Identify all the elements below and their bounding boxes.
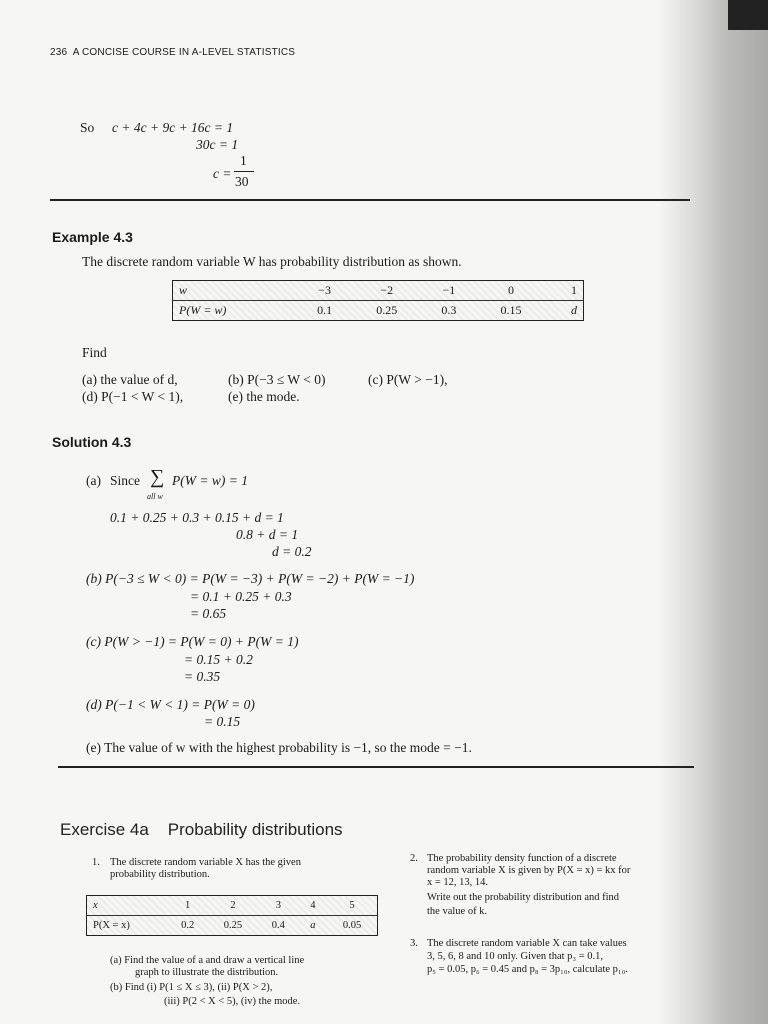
so-label: So bbox=[80, 120, 95, 135]
table-cell: 0.1 bbox=[317, 303, 333, 317]
table-row bbox=[173, 281, 584, 301]
question-1-part-a-1: (a) Find the value of a and draw a vertical line bbox=[110, 955, 305, 966]
table-cell: −2 bbox=[353, 281, 421, 301]
solution-a-line4: d = 0.2 bbox=[272, 544, 312, 559]
page-gutter-shadow bbox=[658, 0, 768, 1024]
equation-line-3-lhs: c = bbox=[213, 166, 232, 181]
solution-b-line2: = 0.1 + 0.25 + 0.3 bbox=[190, 589, 292, 604]
solution-a-label: (a) bbox=[86, 473, 101, 488]
table-row bbox=[87, 896, 378, 916]
table-cell: 2 bbox=[208, 896, 258, 916]
table-cell: 0.3 bbox=[441, 303, 457, 317]
example-statement: The discrete random variable W has probability distribution as shown. bbox=[82, 254, 462, 269]
question-1-part-b-2: (iii) P(2 < X < 5), (iv) the mode. bbox=[164, 996, 301, 1007]
page-number: 236 bbox=[50, 47, 68, 58]
solution-e-line: (e) The value of w with the highest probability is −1, so the mode = −1. bbox=[86, 740, 472, 755]
distribution-table-w bbox=[172, 280, 584, 321]
equation-line-2: 30c = 1 bbox=[196, 137, 239, 152]
exercise-title bbox=[60, 820, 343, 840]
solution-a-expr: P(W = w) = 1 bbox=[172, 473, 248, 488]
part-d: (d) P(−1 < W < 1), bbox=[82, 389, 184, 404]
table-cell: d bbox=[571, 303, 577, 317]
solution-c-line3: = 0.35 bbox=[184, 669, 221, 684]
solution-a-line3: 0.8 + d = 1 bbox=[236, 527, 299, 542]
question-1-number: 1. bbox=[92, 857, 100, 868]
fraction-denominator: 30 bbox=[235, 174, 249, 189]
question-1-text-1: The discrete random variable X has the given bbox=[110, 857, 301, 868]
table-cell: 0.4 bbox=[271, 920, 285, 931]
table-cell: −1 bbox=[421, 281, 477, 301]
section-divider-top bbox=[50, 199, 690, 201]
table-header-cell: w bbox=[173, 281, 297, 301]
question-2-line: random variable X is given by P(X = x) = kx for bbox=[427, 865, 631, 876]
table-row bbox=[87, 916, 378, 936]
solution-d-line1: (d) P(−1 < W < 1) = P(W = 0) bbox=[86, 697, 255, 712]
question-1-text-2: probability distribution. bbox=[110, 869, 210, 880]
running-header bbox=[50, 47, 295, 58]
table-cell: 0.15 bbox=[500, 303, 522, 317]
fraction-bar bbox=[234, 171, 254, 172]
running-title: A CONCISE COURSE IN A-LEVEL STATISTICS bbox=[72, 47, 296, 58]
solution-c-line2: = 0.15 + 0.2 bbox=[184, 652, 253, 667]
table-header-cell: P(W = w) bbox=[179, 303, 227, 317]
solution-c-line1: (c) P(W > −1) = P(W = 0) + P(W = 1) bbox=[86, 634, 299, 649]
question-3-line: 3, 5, 6, 8 and 10 only. Given that p₃ = 0.1, bbox=[427, 951, 604, 962]
table-cell: 4 bbox=[299, 896, 327, 916]
table-cell: −3 bbox=[297, 281, 353, 301]
table-cell: 0 bbox=[477, 281, 545, 301]
exercise-subtitle: Probability distributions bbox=[167, 820, 343, 839]
table-cell: 0.25 bbox=[223, 920, 243, 931]
question-2-line: The probability density function of a discrete bbox=[427, 853, 617, 864]
part-e: (e) the mode. bbox=[228, 389, 300, 404]
table-cell: 5 bbox=[327, 896, 377, 916]
part-b: (b) P(−3 ≤ W < 0) bbox=[228, 372, 326, 387]
question-1-part-b-1: (b) Find (i) P(1 ≤ X ≤ 3), (ii) P(X > 2), bbox=[110, 982, 273, 993]
table-header-cell: P(X = x) bbox=[93, 920, 130, 931]
table-cell: 0.25 bbox=[376, 303, 398, 317]
question-3-line: p₅ = 0.05, p₆ = 0.45 and p₈ = 3p₁₀, calculate p₁₀. bbox=[427, 964, 628, 975]
section-divider-bottom bbox=[58, 766, 694, 768]
page-corner-shadow bbox=[728, 0, 768, 30]
sigma-symbol: ∑ bbox=[150, 466, 165, 488]
distribution-table-x bbox=[86, 895, 378, 936]
sigma-subscript: all w bbox=[147, 492, 163, 501]
table-cell: 0.05 bbox=[342, 920, 362, 931]
table-header-cell: x bbox=[87, 896, 168, 916]
table-cell: 0.2 bbox=[181, 920, 195, 931]
example-title: Example 4.3 bbox=[52, 229, 133, 245]
find-label: Find bbox=[82, 345, 107, 360]
table-cell: 3 bbox=[258, 896, 299, 916]
solution-a-since: Since bbox=[110, 473, 140, 488]
table-cell: 1 bbox=[167, 896, 208, 916]
equation-line-1: c + 4c + 9c + 16c = 1 bbox=[112, 120, 234, 135]
exercise-number: Exercise 4a bbox=[60, 820, 149, 839]
question-3-number: 3. bbox=[410, 938, 418, 949]
solution-title: Solution 4.3 bbox=[52, 434, 132, 450]
question-2-line: Write out the probability distribution and find bbox=[427, 892, 620, 903]
question-3-line: The discrete random variable X can take values bbox=[427, 938, 627, 949]
part-c: (c) P(W > −1), bbox=[368, 372, 448, 387]
question-1-part-a-2: graph to illustrate the distribution. bbox=[135, 967, 279, 978]
solution-d-line2: = 0.15 bbox=[204, 714, 241, 729]
question-2-number: 2. bbox=[410, 853, 418, 864]
table-row bbox=[173, 301, 584, 321]
fraction-numerator: 1 bbox=[240, 153, 247, 168]
solution-b-line3: = 0.65 bbox=[190, 606, 227, 621]
solution-a-line2: 0.1 + 0.25 + 0.3 + 0.15 + d = 1 bbox=[110, 510, 284, 525]
question-2-line: the value of k. bbox=[427, 906, 488, 917]
solution-b-line1: (b) P(−3 ≤ W < 0) = P(W = −3) + P(W = −2) + P(W = −1) bbox=[86, 571, 415, 586]
part-a: (a) the value of d, bbox=[82, 372, 178, 387]
table-cell: 1 bbox=[545, 281, 583, 301]
table-cell: a bbox=[310, 920, 316, 931]
question-2-line: x = 12, 13, 14. bbox=[427, 877, 489, 888]
